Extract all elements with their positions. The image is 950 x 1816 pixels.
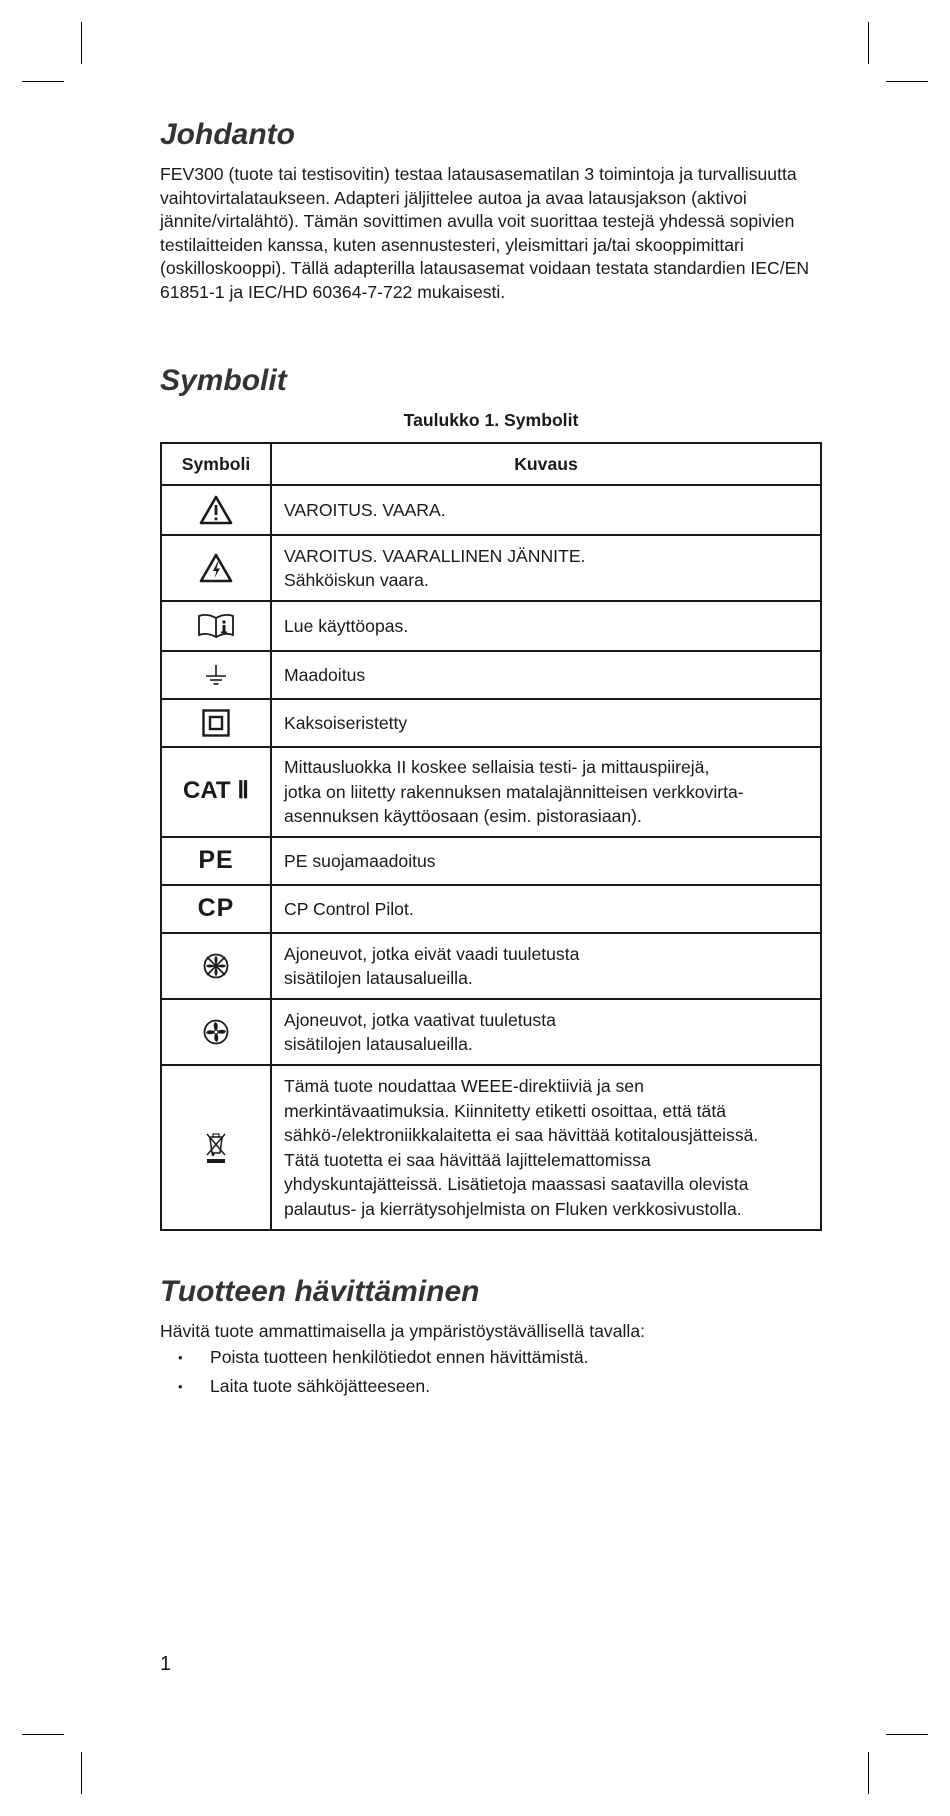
disposal-list — [160, 1343, 589, 1401]
table-row — [161, 485, 821, 535]
description-cell: VAROITUS. VAARALLINEN JÄNNITE. Sähköiskun vaara. — [271, 535, 821, 601]
earth-ground-icon — [203, 662, 229, 688]
description-cell: Mittausluokka II koskee sellaisia testi- ja mittauspiirejä, jotka on liitetty rakennuksen matalajännitteisen verkkovirta- asennuksen käyttöosaan (esim. pistorasiaan). — [271, 747, 821, 837]
weee-bin-icon — [203, 1131, 229, 1165]
cat-ii-symbol: CAT Ⅱ — [182, 777, 250, 805]
disposal-heading: Tuotteen hävittäminen — [160, 1275, 480, 1308]
crop-mark — [868, 1752, 869, 1794]
table-header-row — [161, 443, 821, 485]
symbol-cell — [161, 885, 271, 933]
table-row — [161, 535, 821, 601]
symbol-cell — [161, 535, 271, 601]
symbols-heading: Symbolit — [160, 364, 287, 397]
description-cell: Tämä tuote noudattaa WEEE-direktiiviä ja sen merkintävaatimuksia. Kiinnitetty etiketti osoittaa, että tätä sähkö-/elektroniikkalaitetta ei saa hävittää kotitalousjätteissä. Tätä tuotetta ei saa hävittää lajittelemattomissa yhdyskuntajätteissä. Lisätietoja maassasi saatavilla olevista palautus- ja kierrätysohjelmista on Fluken verkkosivustolla. — [271, 1065, 821, 1230]
description-cell: Maadoitus — [271, 651, 821, 699]
symbol-cell — [161, 651, 271, 699]
symbol-cell — [161, 1065, 271, 1230]
table-caption: Taulukko 1. Symbolit — [403, 410, 579, 430]
crop-mark — [868, 22, 869, 64]
warning-triangle-icon — [199, 495, 233, 525]
pe-symbol: PE — [198, 845, 234, 874]
double-insulation-icon — [201, 708, 231, 738]
crop-mark — [81, 22, 82, 64]
symbol-cell — [161, 601, 271, 651]
table-row — [161, 699, 821, 747]
description-cell: Lue käyttöopas. — [271, 601, 821, 651]
table-row — [161, 933, 821, 999]
crop-mark — [886, 1734, 928, 1735]
manual-info-icon — [196, 613, 236, 639]
description-cell: VAROITUS. VAARA. — [271, 485, 821, 535]
table-row — [161, 651, 821, 699]
crop-mark — [886, 81, 928, 82]
ventilation-fan-icon — [202, 1018, 230, 1046]
description-cell: Ajoneuvot, jotka vaativat tuuletusta sisätilojen latausalueilla. — [271, 999, 821, 1065]
description-cell: Ajoneuvot, jotka eivät vaadi tuuletusta sisätilojen latausalueilla. — [271, 933, 821, 999]
col-header-description: Kuvaus — [271, 443, 821, 485]
no-ventilation-fan-icon — [202, 952, 230, 980]
lightning-triangle-icon — [199, 553, 233, 583]
list-item: • Laita tuote sähköjätteeseen. — [160, 1372, 589, 1401]
table-row — [161, 1065, 821, 1230]
col-header-symbol: Symboli — [161, 443, 271, 485]
intro-heading: Johdanto — [160, 118, 295, 151]
crop-mark — [22, 81, 64, 82]
crop-mark — [81, 1752, 82, 1794]
crop-mark — [22, 1734, 64, 1735]
description-cell: PE suojamaadoitus — [271, 837, 821, 885]
description-cell: CP Control Pilot. — [271, 885, 821, 933]
disposal-paragraph: Hävitä tuote ammattimaisella ja ympäristöystävällisellä tavalla: — [160, 1321, 645, 1341]
intro-paragraph: FEV300 (tuote tai testisovitin) testaa latausasematilan 3 toimintoja ja turvallisuutta vaihtovirtalataukseen. Adapteri jäljittelee autoa ja avaa latausjakson (aktivoi jännite/virtalähtö). Tämän sovittimen avulla voit suorittaa testejä yhdessä sopivien testilaitteiden kanssa, kuten asennustesteri, yleismittari ja/tai skooppimittari (oskilloskooppi). Tällä adapterilla latausasemat voidaan testata standardien IEC/EN 61851-1 ja IEC/HD 60364-7-722 mukaisesti. — [160, 164, 810, 302]
table-row — [161, 747, 821, 837]
table-row — [161, 999, 821, 1065]
symbol-cell — [161, 837, 271, 885]
table-row — [161, 601, 821, 651]
table-row — [161, 885, 821, 933]
symbol-cell — [161, 999, 271, 1065]
symbol-cell — [161, 933, 271, 999]
page-number: 1 — [160, 1653, 172, 1675]
symbols-table — [160, 442, 822, 1231]
symbol-cell — [161, 485, 271, 535]
table-row — [161, 837, 821, 885]
list-item: • Poista tuotteen henkilötiedot ennen hävittämistä. — [160, 1343, 589, 1372]
cp-symbol: CP — [197, 893, 235, 922]
symbol-cell — [161, 699, 271, 747]
description-cell: Kaksoiseristetty — [271, 699, 821, 747]
symbol-cell — [161, 747, 271, 837]
